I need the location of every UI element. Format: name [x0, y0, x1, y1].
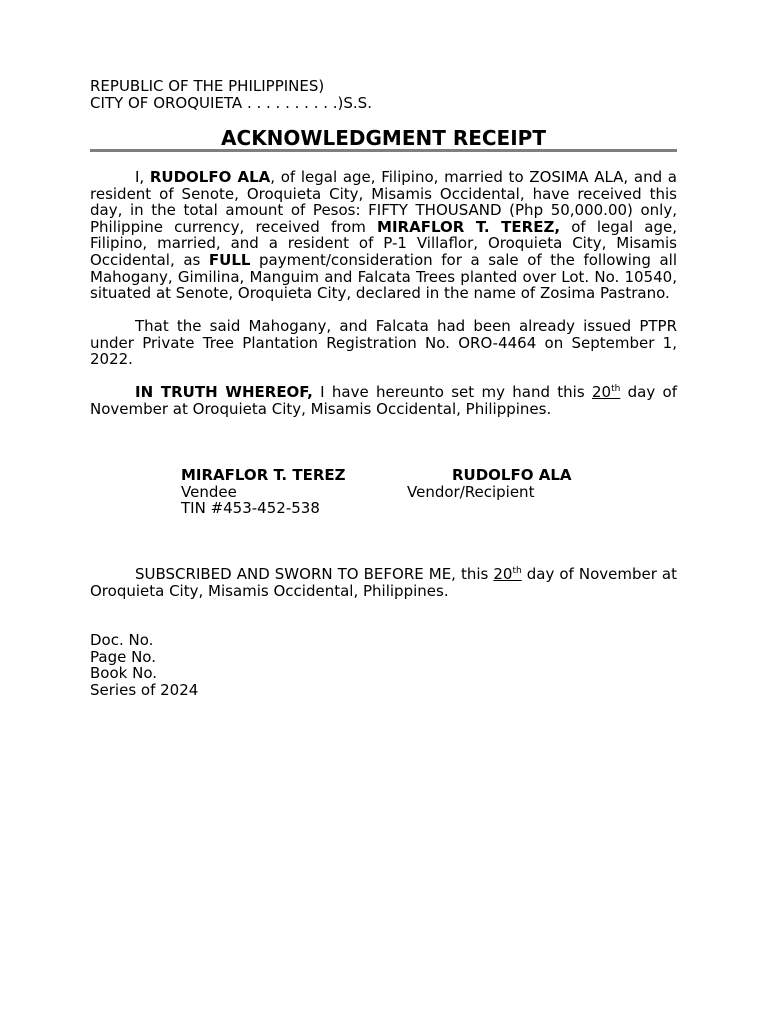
notarial-register — [90, 632, 677, 698]
vendee-signatory — [181, 467, 346, 517]
doc-no-entry: Doc. No. — [90, 631, 154, 649]
receipt-paragraph — [90, 169, 677, 302]
city-line: CITY OF OROQUIETA . . . . . . . . . .)S.S. — [90, 93, 372, 112]
jurat-day-ordinal-suffix: th — [512, 566, 522, 576]
vendee-tin: TIN #453-452-538 — [181, 499, 320, 518]
day-value: 20 — [591, 383, 612, 401]
title-underline-rule — [90, 149, 677, 152]
day-ordinal-suffix: th — [611, 384, 621, 394]
page-no-entry: Page No. — [90, 647, 156, 666]
paragraph-text: payment/consideration for a sale of the following all Mahogany, Gimilina, Manguim and Falcata Trees planted over Lot. No. 10540, situated at Senote, Oroquieta City, declared in the name of Zosima Pastrano. — [90, 250, 677, 303]
vendee-role: Vendee — [181, 482, 237, 501]
series-entry: Series of 2024 — [90, 680, 199, 699]
paragraph-text: SUBSCRIBED AND SWORN TO BEFORE ME, this — [135, 565, 494, 583]
paragraph-text: I, — [135, 168, 150, 186]
truth-whereof-paragraph — [90, 384, 677, 417]
vendor-name-inline: RUDOLFO ALA — [149, 168, 271, 186]
vendor-name: RUDOLFO ALA — [452, 466, 572, 484]
book-no-entry: Book No. — [90, 664, 158, 683]
ptpr-paragraph: That the said Mahogany, and Falcata had been already issued PTPR under Private Tree Plantation Registration No. ORO-4464 on September 1, 2022. — [90, 317, 677, 369]
jurat-day-number — [493, 565, 521, 583]
truth-whereof-emphasis: IN TRUTH WHEREOF, — [135, 383, 313, 401]
paragraph-text: of legal age, Filipino, married, and a resident of P-1 Villaflor, Oroquieta City, Misamis Occidental, as — [90, 217, 677, 269]
venue-header — [90, 78, 677, 111]
paragraph-text: , of legal age, Filipino, married to ZOSIMA ALA, and a resident of Senote, Oroquieta City, Misamis Occidental, have received this day, in the total amount of Pesos: FIFTY THOUSAND (Php 50,000.00) only, Philippine currency, received from — [90, 168, 677, 236]
paragraph-text: day of November at Oroquieta City, Misamis Occidental, Philippines. — [90, 383, 677, 418]
day-number — [592, 383, 620, 401]
vendee-name: MIRAFLOR T. TEREZ — [181, 466, 346, 484]
jurat-day-value: 20 — [493, 565, 513, 583]
jurat-paragraph — [90, 566, 677, 599]
full-payment-emphasis: FULL — [208, 250, 251, 269]
document-title: ACKNOWLEDGMENT RECEIPT — [221, 126, 546, 150]
vendor-role: Vendor/Recipient — [407, 482, 535, 501]
paragraph-text: day of November at Oroquieta City, Misamis Occidental, Philippines. — [90, 565, 678, 600]
republic-line: REPUBLIC OF THE PHILIPPINES) — [90, 77, 325, 95]
vendee-name-inline: MIRAFLOR T. TEREZ, — [377, 217, 561, 236]
paragraph-text: I have hereunto set my hand this — [312, 383, 592, 401]
